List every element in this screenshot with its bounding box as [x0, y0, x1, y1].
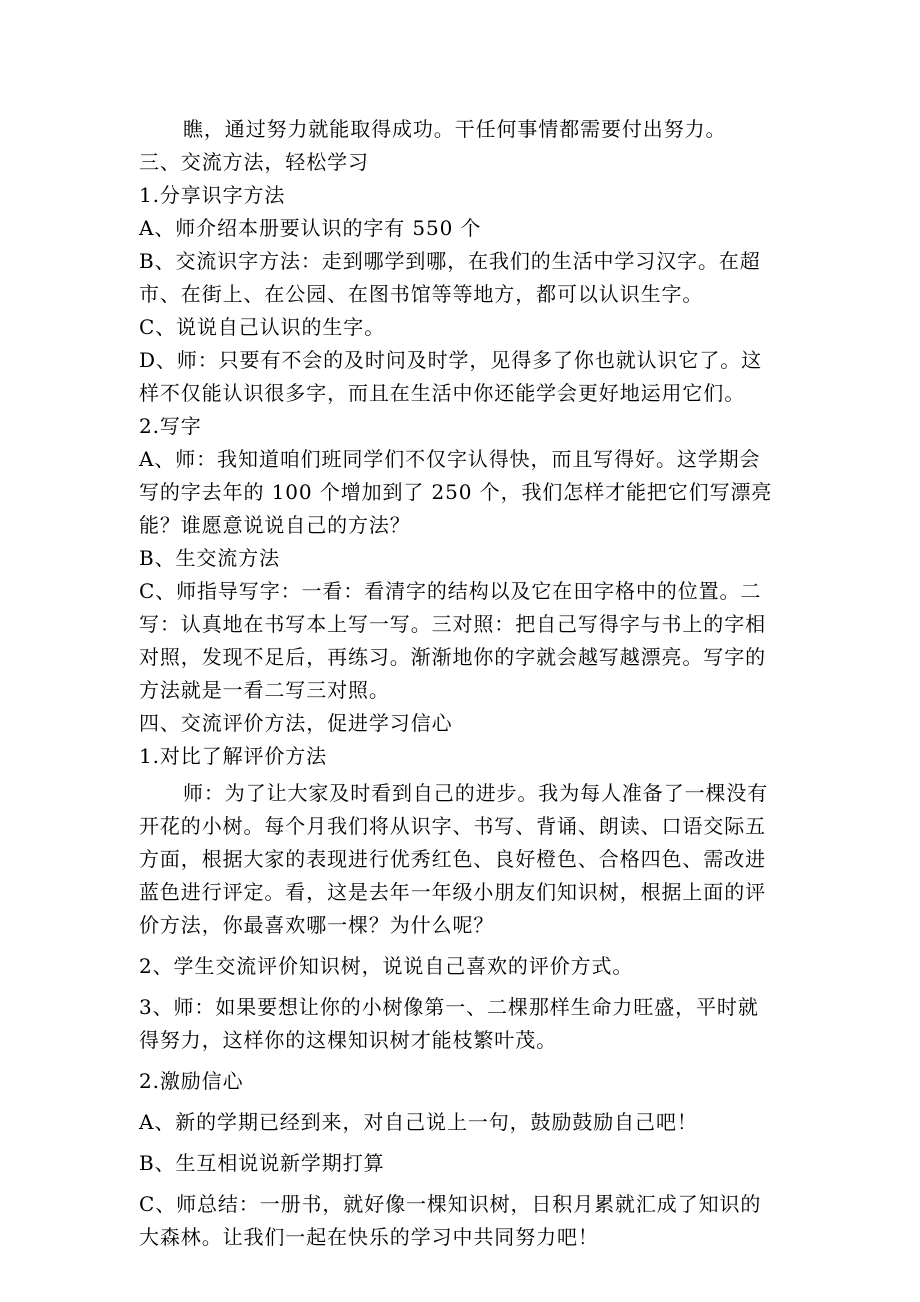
text-line: 开花的小树。每个月我们将从识字、书写、背诵、朗读、口语交际五	[139, 814, 766, 838]
text-line: C、师总结：一册书，就好像一棵知识树，日积月累就汇成了知识的	[139, 1192, 762, 1216]
text-line: 得努力，这样你的这棵知识树才能枝繁叶茂。	[139, 1028, 557, 1052]
section-heading: 三、交流方法，轻松学习	[139, 150, 369, 174]
text-line: 3、师：如果要想让你的小树像第一、二棵那样生命力旺盛，平时就	[139, 995, 759, 1019]
text-line: B、生互相说说新学期打算	[139, 1151, 385, 1175]
subsection-heading: 1.分享识字方法	[139, 183, 286, 207]
text-line: 写的字去年的 100 个增加到了 250 个，我们怎样才能把它们写漂亮	[139, 480, 773, 504]
text-line: 能？谁愿意说说自己的方法？	[139, 513, 411, 537]
text-line: B、交流识字方法：走到哪学到哪，在我们的生活中学习汉字。在超	[139, 249, 761, 273]
section-heading: 四、交流评价方法，促进学习信心	[139, 711, 453, 735]
text-line: D、师：只要有不会的及时问及时学，见得多了你也就认识它了。这	[139, 348, 763, 372]
text-line: C、说说自己认识的生字。	[139, 315, 386, 339]
text-line: 瞧，通过努力就能取得成功。干任何事情都需要付出努力。	[183, 117, 727, 141]
subsection-heading: 2.写字	[139, 414, 202, 438]
text-line: C、师指导写字：一看：看清字的结构以及它在田字格中的位置。二	[139, 579, 762, 603]
text-line: 市、在街上、在公园、在图书馆等等地方，都可以认识生字。	[139, 282, 704, 306]
text-line: 方法就是一看二写三对照。	[139, 678, 390, 702]
text-line: A、新的学期已经到来，对自己说上一句，鼓励鼓励自己吧！	[139, 1110, 698, 1134]
text-line: A、师：我知道咱们班同学们不仅字认得快，而且写得好。这学期会	[139, 447, 761, 471]
text-line: 价方法，你最喜欢哪一棵？为什么呢？	[139, 913, 495, 937]
text-line: B、生交流方法	[139, 546, 280, 570]
text-line: 写：认真地在书写本上写一写。三对照：把自己写得字与书上的字相	[139, 612, 766, 636]
text-line: 对照，发现不足后，再练习。渐渐地你的字就会越写越漂亮。写字的	[139, 645, 766, 669]
text-line: 大森林。让我们一起在快乐的学习中共同努力吧！	[139, 1225, 599, 1249]
subsection-heading: 1.对比了解评价方法	[139, 744, 328, 768]
text-line: 样不仅能认识很多字，而且在生活中你还能学会更好地运用它们。	[139, 381, 746, 405]
text-line: A、师介绍本册要认识的字有 550 个	[139, 216, 482, 240]
text-line: 方面，根据大家的表现进行优秀红色、良好橙色、合格四色、需改进	[139, 847, 766, 871]
text-line: 2、学生交流评价知识树，说说自己喜欢的评价方式。	[139, 954, 634, 978]
subsection-heading: 2.激励信心	[139, 1069, 244, 1093]
text-line: 师：为了让大家及时看到自己的进步。我为每人准备了一棵没有	[183, 781, 769, 805]
text-line: 蓝色进行评定。看，这是去年一年级小朋友们知识树，根据上面的评	[139, 880, 766, 904]
